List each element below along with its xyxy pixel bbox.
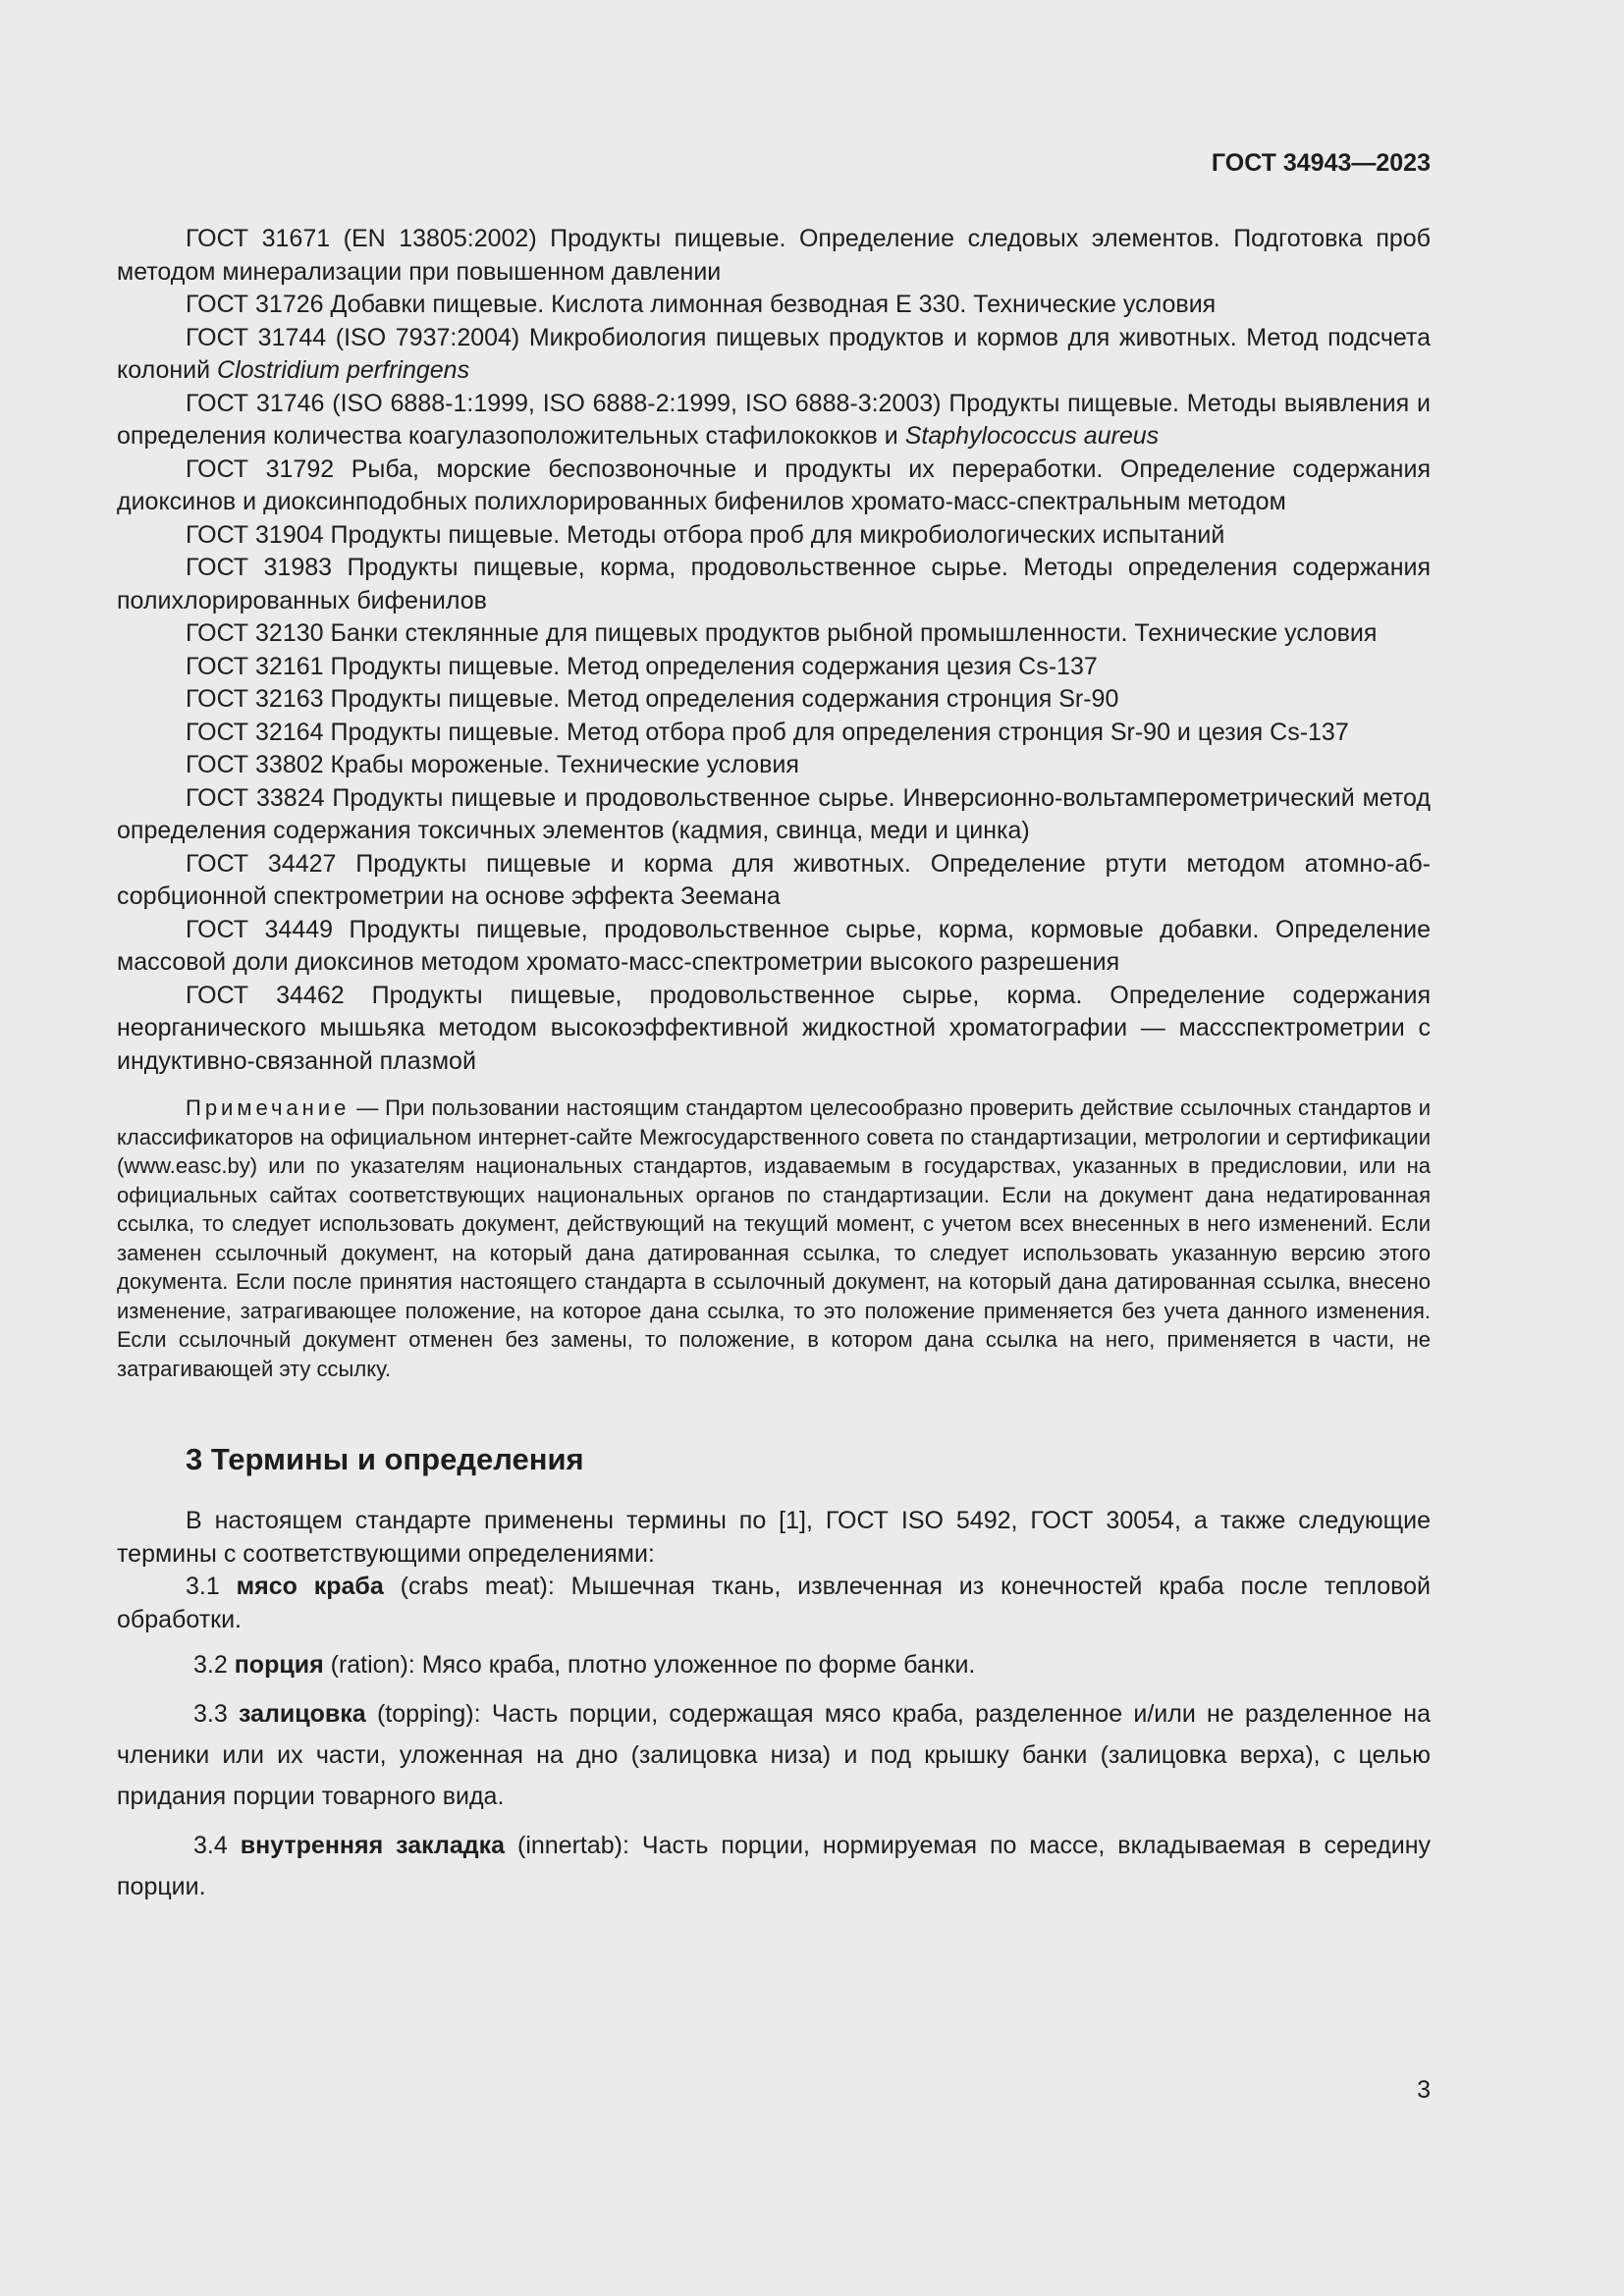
reference-item: ГОСТ 32163 Продукты пищевые. Метод определения содержания стронция Sr-90 bbox=[186, 685, 1119, 713]
reference-item: ГОСТ 31904 Продукты пищевые. Методы отбора проб для микробиологических испытаний bbox=[186, 520, 1225, 549]
reference-item: ГОСТ 32130 Банки стеклянные для пищевых продуктов рыбной промышленности. Технические условия bbox=[186, 619, 1378, 647]
document-number: ГОСТ 34943—2023 bbox=[1211, 149, 1431, 177]
reference-item: ГОСТ 31744 (ISO 7937:2004) Микробиология пищевых продуктов и кормов для животных. Метод подсчета колоний Clostridium perfringens bbox=[117, 323, 1431, 384]
term-name: внутренняя закладка bbox=[240, 1832, 506, 1859]
term-name: залицовка bbox=[239, 1700, 366, 1728]
reference-item: ГОСТ 33802 Крабы мороженые. Технические условия bbox=[186, 751, 799, 778]
term-number: 3.2 bbox=[193, 1651, 235, 1679]
reference-item: ГОСТ 31746 (ISO 6888-1:1999, ISO 6888-2:1999, ISO 6888-3:2003) Продукты пищевые. Методы выявления и определения количества коагулазоположительных стафилококков и Staphylococcus aureus bbox=[117, 389, 1431, 450]
term-definition bbox=[117, 1571, 1431, 1636]
note-paragraph bbox=[117, 1094, 1431, 1383]
term-text: (crabs meat): Мышечная ткань, извлеченная из конечностей краба после тепловой обработки. bbox=[117, 1573, 1432, 1633]
section-intro: В настоящем стандарте применены термины по [1], ГОСТ ISO 5492, ГОСТ 30054, а также следующие термины с соответствующими определениями: bbox=[117, 1507, 1431, 1568]
term-number: 3.1 bbox=[186, 1573, 237, 1600]
organism-name: Clostridium perfringens bbox=[217, 356, 470, 384]
reference-item: ГОСТ 33824 Продукты пищевые и продовольственное сырье. Инверсионно-вольтамперометрический метод определения содержания токсичных элементов (кадмия, свинца, меди и цинка) bbox=[117, 783, 1431, 844]
term-definition bbox=[117, 1693, 1431, 1817]
organism-name: Staphylococcus aureus bbox=[904, 422, 1160, 450]
term-text: (innertab): Часть порции, нормируемая по массе, вкладываемая в середину порции. bbox=[117, 1832, 1432, 1900]
note-text: — При пользовании настоящим стандартом целесообразно проверить действие ссылочных стандартов и классификаторов на официальном интернет-сайте Межгосударственного совета по стандартизации, метрологии и сертификации (www.easc.by) или по указателям национальных стандартов, издаваемым в государствах, указанных в предисловии, или на официальных сайтах соответствующих национальных органов по стандартизации. Если на документ дана недатированная ссылка, то следует использовать документ, действующий на текущий момент, с учетом всех внесенных в него изменений. Если заменен ссылочный документ, на который дана датированная ссылка, то следует использовать указанную версию этого документа. Если после принятия настоящего стандарта в ссылочный документ, на который дана датированная ссылка, внесено изменение, затрагивающее положение, на которое дана ссылка, то это положение применяется без учета данного изменения. Если ссылочный документ отменен без замены, то положение, в котором дана ссылка на него, применяется в части, не затрагивающей эту ссылку. bbox=[117, 1095, 1431, 1381]
term-text: (ration): Мясо краба, плотно уложенное по форме банки. bbox=[323, 1651, 976, 1679]
term-name: мясо краба bbox=[236, 1573, 384, 1600]
reference-item: ГОСТ 34427 Продукты пищевые и корма для животных. Определение ртути методом атомно-абсорбционной спектрометрии на основе эффекта Зеемана bbox=[117, 849, 1431, 910]
reference-item: ГОСТ 32164 Продукты пищевые. Метод отбора проб для определения стронция Sr-90 и цезия Cs-137 bbox=[186, 718, 1349, 746]
reference-item: ГОСТ 31671 (EN 13805:2002) Продукты пищевые. Определение следовых элементов. Подготовка проб методом минерализации при повышенном давлении bbox=[117, 225, 1431, 286]
term-name: порция bbox=[234, 1651, 324, 1679]
term-definition bbox=[117, 1644, 1431, 1685]
reference-item: ГОСТ 31792 Рыба, морские беспозвоночные и продукты их переработки. Определение содержания диоксинов и диоксинподобных полихлорированных бифенилов хромато-масс-спектральным методом bbox=[117, 454, 1431, 515]
references-list bbox=[117, 223, 1431, 1078]
reference-item: ГОСТ 32161 Продукты пищевые. Метод определения содержания цезия Cs-137 bbox=[186, 652, 1098, 680]
page-content bbox=[117, 223, 1431, 1907]
reference-item: ГОСТ 34462 Продукты пищевые, продовольственное сырье, корма. Определение содержания неорганического мышьяка методом высокоэффективной жидкостной хроматографии — массспектрометрии с индуктивно-связанной плазмой bbox=[117, 981, 1431, 1075]
page-number: 3 bbox=[1417, 2076, 1431, 2104]
term-text: (topping): Часть порции, содержащая мясо краба, разделенное и/или не разделенное на членики или их части, уложенная на дно (залицовка низа) и под крышку банки (залицовка верха), с целью придания порции товарного вида. bbox=[117, 1700, 1432, 1810]
term-number: 3.3 bbox=[193, 1700, 240, 1728]
note-label: Примечание bbox=[186, 1095, 351, 1120]
term-definition bbox=[117, 1825, 1431, 1907]
section-title: 3 Термины и определения bbox=[186, 1442, 584, 1476]
reference-item: ГОСТ 31983 Продукты пищевые, корма, продовольственное сырье. Методы определения содержания полихлорированных бифенилов bbox=[117, 554, 1431, 614]
reference-item: ГОСТ 34449 Продукты пищевые, продовольственное сырье, корма, кормовые добавки. Определение массовой доли диоксинов методом хромато-масс-спектрометрии высокого разрешения bbox=[117, 915, 1431, 976]
term-number: 3.4 bbox=[193, 1832, 241, 1859]
reference-item: ГОСТ 31726 Добавки пищевые. Кислота лимонная безводная Е 330. Технические условия bbox=[186, 291, 1217, 318]
